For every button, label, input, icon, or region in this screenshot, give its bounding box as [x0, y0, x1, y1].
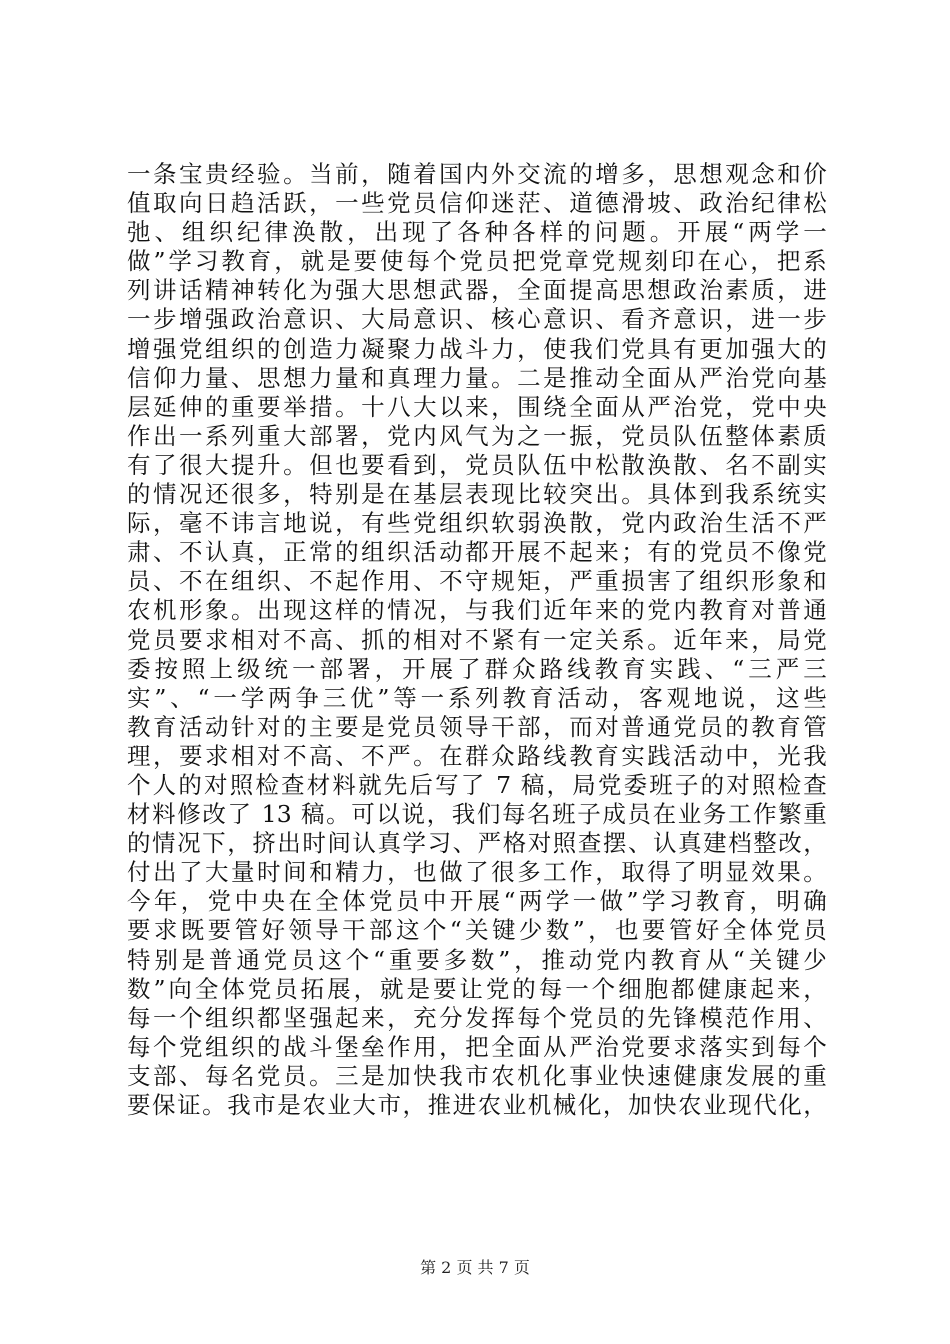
text-line: 要保证。我市是农业大市，推进农业机械化，加快农业现代化， — [127, 1091, 827, 1119]
text-line: 理，要求相对不高、不严。在群众路线教育实践活动中，光我 — [127, 741, 827, 770]
text-line: 作出一系列重大部署，党内风气为之一振，党员队伍整体素质 — [127, 421, 827, 450]
text-line: 材料修改了 13 稿。可以说，我们每名班子成员在业务工作繁重 — [127, 800, 827, 829]
page-footer: 第 2 页 共 7 页 — [420, 1258, 530, 1277]
text-line: 的情况下，挤出时间认真学习、严格对照查摆、认真建档整改， — [127, 829, 827, 858]
text-line: 个人的对照检查材料就先后写了 7 稿，局党委班子的对照检查 — [127, 770, 827, 799]
text-line: 弛、组织纪律涣散，出现了各种各样的问题。开展“两学一 — [127, 218, 827, 247]
text-line: 一步增强政治意识、大局意识、核心意识、看齐意识，进一步 — [127, 305, 827, 334]
text-line: 实”、“一学两争三优”等一系列教育活动，客观地说，这些 — [127, 683, 827, 712]
text-line: 员、不在组织、不起作用、不守规矩，严重损害了组织形象和 — [127, 567, 827, 596]
text-line: 每一个组织都坚强起来，充分发挥每个党员的先锋模范作用、 — [127, 1003, 827, 1032]
text-line: 教育活动针对的主要是党员领导干部，而对普通党员的教育管 — [127, 712, 827, 741]
text-line: 际，毫不讳言地说，有些党组织软弱涣散，党内政治生活不严 — [127, 509, 827, 538]
text-line: 肃、不认真，正常的组织活动都开展不起来；有的党员不像党 — [127, 538, 827, 567]
text-line: 支部、每名党员。三是加快我市农机化事业快速健康发展的重 — [127, 1061, 827, 1090]
text-line: 的情况还很多，特别是在基层表现比较突出。具体到我系统实 — [127, 480, 827, 509]
body-text — [127, 160, 827, 1120]
text-line: 要求既要管好领导干部这个“关键少数”，也要管好全体党员 — [127, 916, 827, 945]
text-line: 一条宝贵经验。当前，随着国内外交流的增多，思想观念和价 — [127, 160, 827, 188]
text-line: 列讲话精神转化为强大思想武器，全面提高思想政治素质，进 — [127, 276, 827, 305]
text-line: 数”向全体党员拓展，就是要让党的每一个细胞都健康起来， — [127, 974, 827, 1003]
text-line: 每个党组织的战斗堡垒作用，把全面从严治党要求落实到每个 — [127, 1032, 827, 1061]
text-line: 农机形象。出现这样的情况，与我们近年来的党内教育对普通 — [127, 596, 827, 625]
text-line: 做”学习教育，就是要使每个党员把党章党规刻印在心，把系 — [127, 247, 827, 276]
text-line: 值取向日趋活跃，一些党员信仰迷茫、道德滑坡、政治纪律松 — [127, 189, 827, 218]
text-line: 付出了大量时间和精力，也做了很多工作，取得了明显效果。 — [127, 858, 827, 887]
text-line: 有了很大提升。但也要看到，党员队伍中松散涣散、名不副实 — [127, 450, 827, 479]
text-line: 今年，党中央在全体党员中开展“两学一做”学习教育，明确 — [127, 887, 827, 916]
text-line: 特别是普通党员这个“重要多数”，推动党内教育从“关键少 — [127, 945, 827, 974]
text-line: 层延伸的重要举措。十八大以来，围绕全面从严治党，党中央 — [127, 392, 827, 421]
text-line: 委按照上级统一部署，开展了群众路线教育实践、“三严三 — [127, 654, 827, 683]
text-line: 党员要求相对不高、抓的相对不紧有一定关系。近年来，局党 — [127, 625, 827, 654]
text-line: 增强党组织的创造力凝聚力战斗力，使我们党具有更加强大的 — [127, 334, 827, 363]
text-line: 信仰力量、思想力量和真理力量。二是推动全面从严治党向基 — [127, 363, 827, 392]
